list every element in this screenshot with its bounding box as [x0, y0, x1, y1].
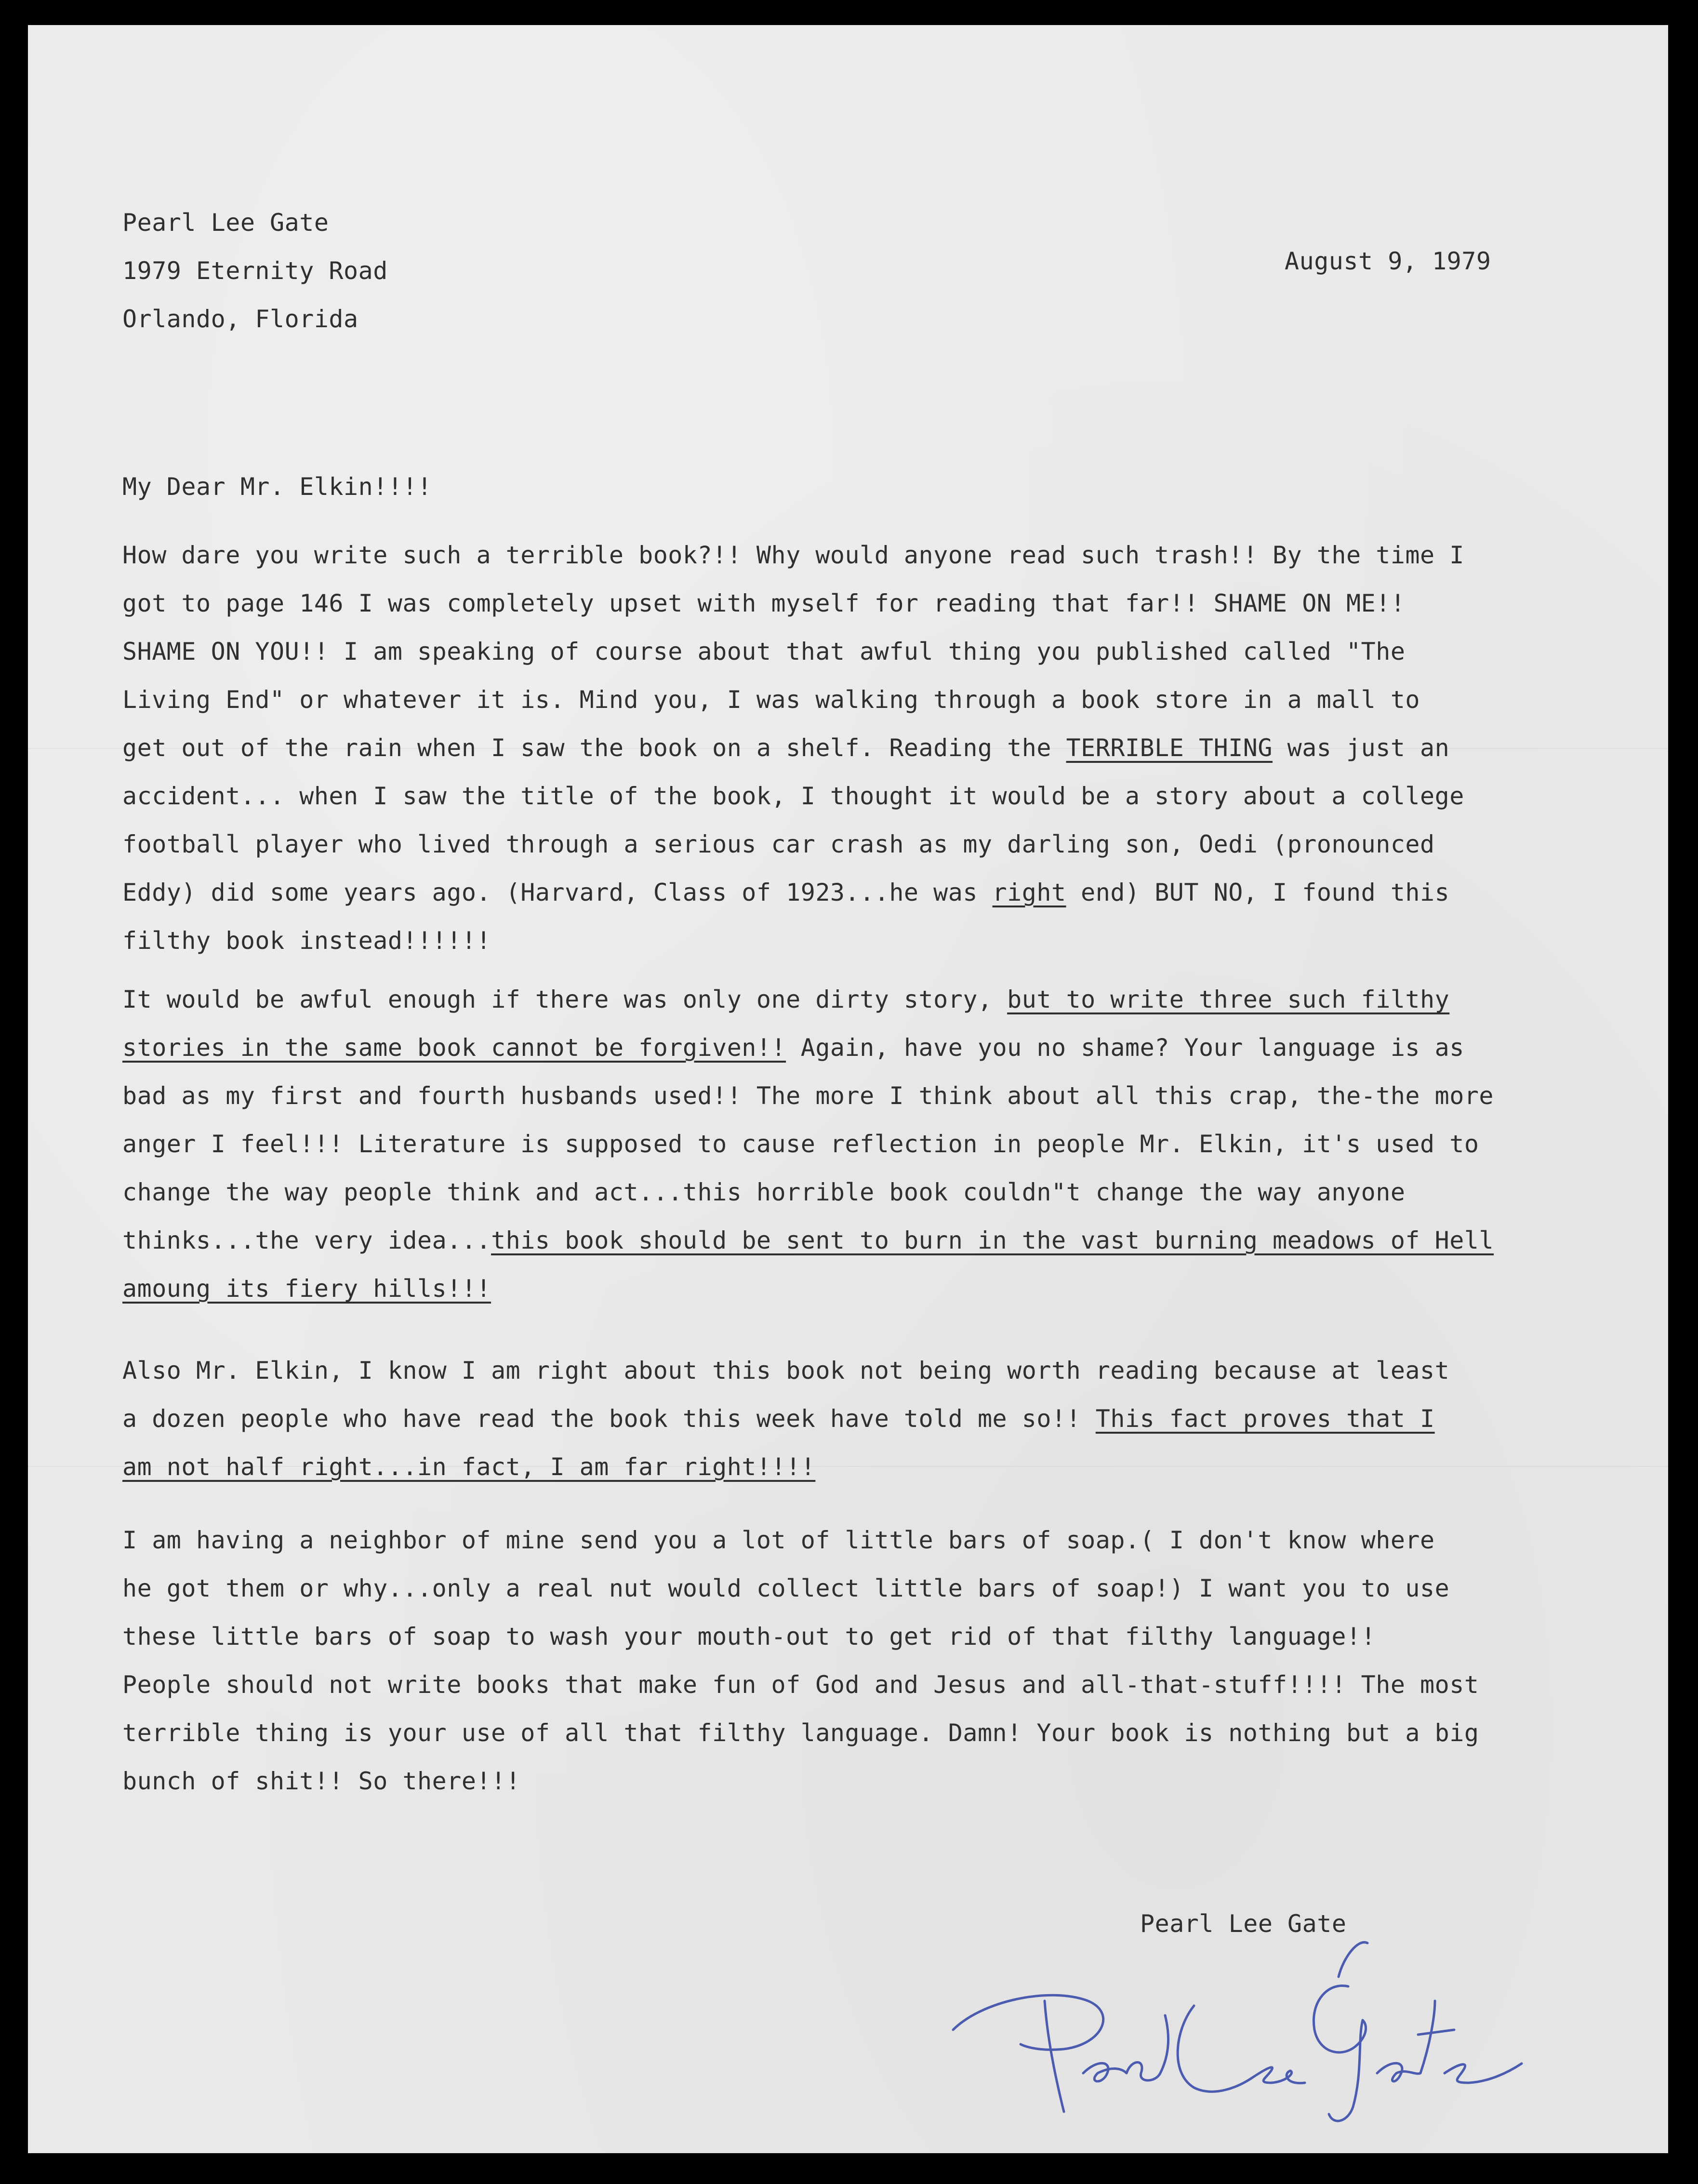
underlined-text: amoung its fiery hills!!!: [122, 1275, 491, 1303]
text-line: filthy book instead!!!!!!: [122, 927, 491, 955]
text-line: [122, 1265, 1494, 1313]
text-line: bad as my first and fourth husbands used!! The more I think about all this crap, the-the more: [122, 1082, 1494, 1110]
text-line: he got them or why...only a real nut would collect little bars of soap!) I want you to use: [122, 1574, 1450, 1602]
text-segment: get out of the rain when I saw the book on a shelf. Reading the: [122, 734, 1066, 762]
sender-name: Pearl Lee Gate: [122, 209, 329, 237]
underlined-text: am not half right...in fact, I am far right!!!!: [122, 1453, 816, 1481]
text-line: [122, 1024, 1494, 1072]
text-line: bunch of shit!! So there!!!: [122, 1767, 521, 1795]
text-line: Living End" or whatever it is. Mind you, I was walking through a book store in a mall to: [122, 686, 1420, 714]
letter-date: August 9, 1979: [1285, 247, 1491, 275]
text-line: [122, 868, 1464, 917]
sender-street: 1979 Eternity Road: [122, 257, 388, 285]
text-segment: Again, have you no shame? Your language is as: [786, 1034, 1464, 1062]
sender-address-block: [122, 199, 388, 343]
text-line: People should not write books that make fun of God and Jesus and all-that-stuff!!!! The most: [122, 1671, 1479, 1699]
paragraph-1: [122, 531, 1464, 965]
text-segment: thinks...the very idea...: [122, 1226, 491, 1254]
underlined-text: stories in the same book cannot be forgiven!!: [122, 1034, 786, 1062]
text-line: anger I feel!!! Literature is supposed to cause reflection in people Mr. Elkin, it's used to: [122, 1130, 1479, 1158]
text-line: [122, 1395, 1449, 1443]
text-line: I am having a neighbor of mine send you a lot of little bars of soap.( I don't know where: [122, 1526, 1435, 1554]
underlined-text: TERRIBLE THING: [1066, 734, 1273, 762]
paragraph-2: [122, 975, 1494, 1313]
text-line: got to page 146 I was completely upset with myself for reading that far!! SHAME ON ME!!: [122, 589, 1406, 617]
text-line: terrible thing is your use of all that filthy language. Damn! Your book is nothing but a big: [122, 1719, 1479, 1747]
text-line: [122, 1216, 1494, 1265]
letter-page: [28, 25, 1668, 2153]
text-segment: a dozen people who have read the book this week have told me so!!: [122, 1405, 1096, 1433]
text-line: these little bars of soap to wash your mouth-out to get rid of that filthy language!!: [122, 1623, 1376, 1651]
text-segment: end) BUT NO, I found this: [1066, 879, 1450, 906]
text-segment: Eddy) did some years ago. (Harvard, Class of 1923...he was: [122, 879, 993, 906]
handwritten-signature: [943, 1929, 1570, 2131]
text-segment: was just an: [1273, 734, 1450, 762]
paragraph-3: [122, 1346, 1449, 1491]
text-line: SHAME ON YOU!! I am speaking of course about that awful thing you published called "The: [122, 638, 1406, 666]
sender-city: Orlando, Florida: [122, 305, 358, 333]
underlined-text: this book should be sent to burn in the vast burning meadows of Hell: [491, 1226, 1494, 1254]
text-line: football player who lived through a serious car crash as my darling son, Oedi (pronounced: [122, 830, 1435, 858]
closing-name: Pearl Lee Gate: [1140, 1910, 1347, 1938]
underlined-text: right: [992, 879, 1066, 906]
text-segment: It would be awful enough if there was only one dirty story,: [122, 985, 1008, 1013]
text-line: accident... when I saw the title of the book, I thought it would be a story about a college: [122, 782, 1464, 810]
paragraph-4: [122, 1516, 1479, 1805]
text-line: Also Mr. Elkin, I know I am right about this book not being worth reading because at least: [122, 1357, 1450, 1385]
text-line: [122, 1443, 1449, 1491]
salutation: My Dear Mr. Elkin!!!!: [122, 473, 432, 501]
underlined-text: This fact proves that I: [1095, 1405, 1435, 1433]
text-line: change the way people think and act...this horrible book couldn"t change the way anyone: [122, 1178, 1406, 1206]
underlined-text: but to write three such filthy: [1007, 985, 1450, 1013]
text-line: How dare you write such a terrible book?!! Why would anyone read such trash!! By the time I: [122, 541, 1464, 569]
text-line: [122, 724, 1464, 772]
text-line: [122, 975, 1494, 1024]
